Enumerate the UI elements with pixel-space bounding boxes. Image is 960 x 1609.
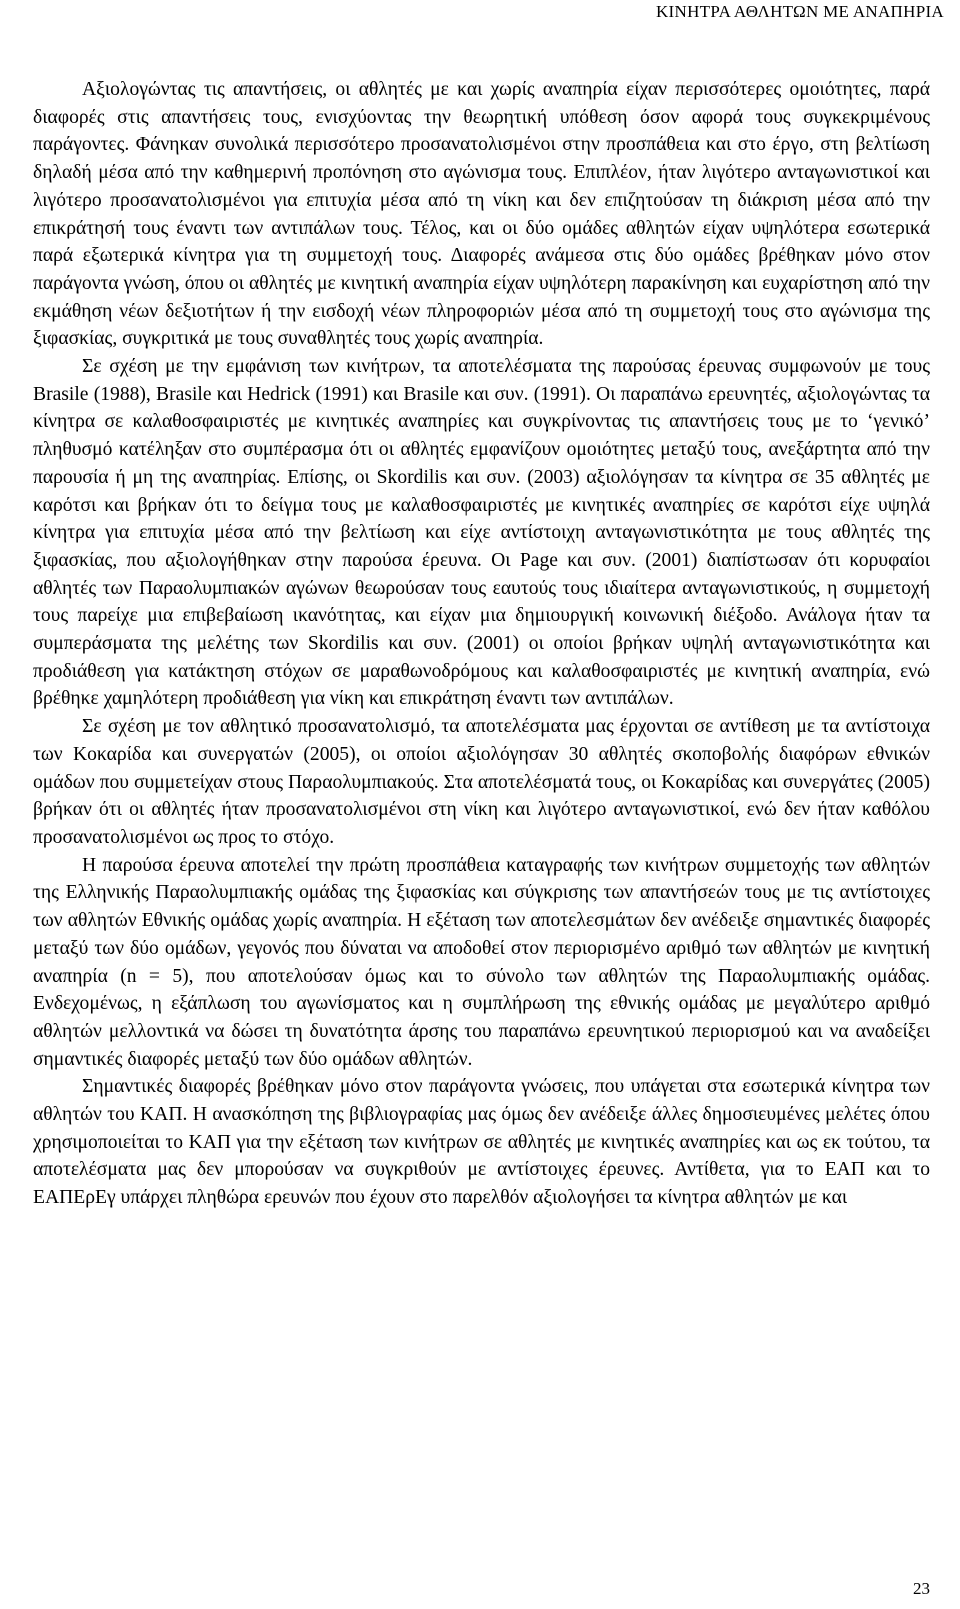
paragraph: Σε σχέση με την εμφάνιση των κινήτρων, τα αποτελέσματα της παρούσας έρευνας συμφωνούν με τους Brasile (1988), Brasile και Hedrick (1991) και Brasile και συν. (1991). Οι παραπάνω ερευνητές, αξιολογώντας τα κίνητρα σε καλαθοσφαιριστές με κινητικές αναπηρίες και συγκρίνοντας τις απαντήσεις τους με το ‘γενικό’ πληθυσμό κατέληξαν στο συμπέρασμα ότι οι αθλητές εμφανίζουν ομοιότητες μεταξύ τους, ανεξάρτητα από την παρουσία ή μη της αναπηρίας. Επίσης, οι Skordilis και συν. (2003) αξιολόγησαν τα κίνητρα σε 35 αθλητές με καρότσι και βρήκαν ότι το δείγμα τους με καλαθοσφαιριστές με κινητικές αναπηρίες σε καρότσι είχε υψηλά κίνητρα για επιτυχία μέσα από την βελτίωση και είχε αντίστοιχη ανταγωνιστικότητα με τους αθλητές της ξιφασκίας, που αξιολογήθηκαν στην παρούσα έρευνα. Οι Page και συν. (2001) διαπίστωσαν ότι κορυφαίοι αθλητές των Παραολυμπιακών αγώνων θεωρούσαν τους εαυτούς τους ιδιαίτερα ανταγωνιστικούς, η συμμετοχή τους παρείχε μια επιβεβαίωση ικανότητας, και είχαν μια δημιουργική κοινωνική διέξοδο. Ανάλογα ήταν τα συμπεράσματα της μελέτης των Skordilis και συν. (2001) οι οποίοι βρήκαν υψηλή ανταγωνιστικότητα και προδιάθεση για κατάκτηση στόχων σε μαραθωνοδρόμους και καλαθοσφαιριστές με κινητική αναπηρία, ενώ βρέθηκε χαμηλότερη προδιάθεση για νίκη και επικράτηση έναντι των αντιπάλων. <box>33 356 930 710</box>
paragraph: Σε σχέση με τον αθλητικό προσανατολισμό, τα αποτελέσματα μας έρχονται σε αντίθεση με τα αντίστοιχα των Κοκαρίδα και συνεργατών (2005), οι οποίοι αξιολόγησαν 30 αθλητές σκοποβολής διαφόρων εθνικών ομάδων που συμμετείχαν στους Παραολυμπιακούς. Στα αποτελέσματά τους, οι Κοκαρίδας και συνεργάτες (2005) βρήκαν ότι οι αθλητές ήταν προσανατολισμένοι στη νίκη και λιγότερο ανταγωνιστικοί, ενώ δεν ήταν καθόλου προσανατολισμένοι ως προς το στόχο. <box>33 716 930 848</box>
paragraph: Η παρούσα έρευνα αποτελεί την πρώτη προσπάθεια καταγραφής των κινήτρων συμμετοχής των αθλητών της Ελληνικής Παραολυμπιακής ομάδας της ξιφασκίας και σύγκρισης των απαντήσεών τους με τις αντίστοιχες των αθλητών Εθνικής ομάδας χωρίς αναπηρία. Η εξέταση των αποτελεσμάτων δεν ανέδειξε σημαντικές διαφορές μεταξύ των δύο ομάδων, γεγονός που δύναται να αποδοθεί στον περιορισμένο αριθμό των αθλητών με κινητική αναπηρία (n = 5), που αποτελούσαν όμως και το σύνολο των αθλητών της Παραολυμπιακής ομάδας. Ενδεχομένως, η εξάπλωση του αγωνίσματος και η συμπλήρωση της εθνικής ομάδας με μεγαλύτερο αριθμό αθλητών μελλοντικά να δώσει τη δυνατότητα άρσης του παραπάνω ερευνητικού περιορισμού και να αναδείξει σημαντικές διαφορές μεταξύ των δύο ομάδων αθλητών. <box>33 854 930 1070</box>
paragraph: Αξιολογώντας τις απαντήσεις, οι αθλητές με και χωρίς αναπηρία είχαν περισσότερες ομοιότητες, παρά διαφορές στις απαντήσεις τους, ενισχύοντας την θεωρητική υπόθεση όσον αφορά τους συγκεκριμένους παράγοντες. Φάνηκαν συνολικά περισσότερο προσανατολισμένοι στην προσπάθεια και στο έργο, στη βελτίωση δηλαδή μέσα από την καθημερινή προπόνηση στο αγώνισμα τους. Επιπλέον, ήταν λιγότερο ανταγωνιστικοί και λιγότερο προσανατολισμένοι για επιτυχία μέσα από τη νίκη και δεν επιζητούσαν τη διάκριση μέσα από την επικράτησή τους έναντι των αντιπάλων τους. Τέλος, και οι δύο ομάδες αθλητών είχαν υψηλότερα εσωτερικά παρά εξωτερικά κίνητρα για τη συμμετοχή τους. Διαφορές ανάμεσα στις δύο ομάδες βρέθηκαν μόνο στον παράγοντα γνώση, όπου οι αθλητές με κινητική αναπηρία είχαν υψηλότερη παρακίνηση και ευχαρίστηση από την εκμάθηση νέων δεξιοτήτων ή την εισδοχή νέων πληροφοριών μέσα από τη συμμετοχή τους στο αγώνισμα της ξιφασκίας, συγκριτικά με τους συναθλητές τους χωρίς αναπηρία. <box>33 79 930 350</box>
running-header: ΚΙΝΗΤΡΑ ΑΘΛΗΤΩΝ ΜΕ ΑΝΑΠΗΡΙΑ <box>655 2 944 21</box>
page-number: 23 <box>913 1579 930 1598</box>
paragraph: Σημαντικές διαφορές βρέθηκαν μόνο στον παράγοντα γνώσεις, που υπάγεται στα εσωτερικά κίνητρα των αθλητών του ΚΑΠ. Η ανασκόπηση της βιβλιογραφίας μας όμως δεν ανέδειξε άλλες δημοσιευμένες μελέτες όπου χρησιμοποιείται το ΚΑΠ για την εξέταση των κινήτρων σε αθλητές με κινητικές αναπηρίες και ως εκ τούτου, τα αποτελέσματα μας δεν μπορούσαν να συγκριθούν με αντίστοιχες έρευνες. Αντίθετα, για το ΕΑΠ και το ΕΑΠΕρΕγ υπάρχει πληθώρα ερευνών που έχουν στο παρελθόν αξιολογήσει τα κίνητρα αθλητών με και <box>33 1076 930 1209</box>
body-text <box>33 76 930 1212</box>
